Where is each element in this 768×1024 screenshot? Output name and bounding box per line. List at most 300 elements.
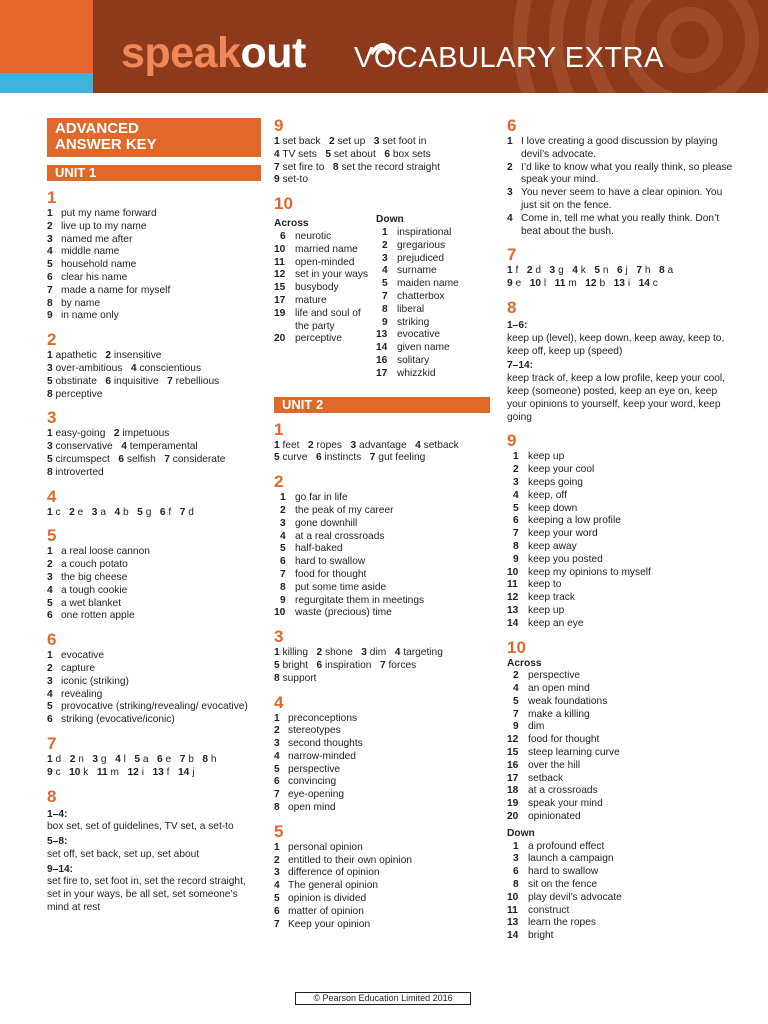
item-number: 17: [274, 294, 286, 306]
item-answer: household name: [61, 259, 137, 271]
item-answer: weak foundations: [528, 695, 608, 707]
item-answer: difference of opinion: [288, 867, 380, 879]
group-answers: keep track of, keep a low profile, keep your cool, keep (someone) posted, keep an eye on, keep your opinions to yourself, keep your word, keep going: [507, 373, 726, 423]
item-answer: by name: [61, 297, 101, 309]
item-answer: the big cheese: [61, 571, 128, 583]
item-answer: set foot in: [382, 136, 427, 147]
u1-ex2-answers: [47, 350, 261, 401]
u2-ex3-answers: [274, 647, 490, 685]
item-answer: keep, off: [528, 489, 567, 501]
item-number: 8: [382, 303, 388, 315]
answer-line: [47, 754, 261, 767]
item-answer: selfish: [126, 453, 156, 465]
item-number: 3: [47, 441, 53, 453]
column-3: [507, 116, 733, 943]
list-item: [274, 764, 490, 777]
item-number: 14: [178, 766, 190, 778]
item-number: 1: [47, 650, 53, 662]
answer-line: [274, 174, 490, 187]
item-number: 3: [274, 867, 280, 879]
list-item: [507, 464, 733, 477]
item-number: 1: [507, 136, 513, 147]
item-answer: advantage: [359, 439, 407, 451]
item-answer: striking (evocative/iconic): [61, 714, 175, 726]
u2-ex7-number: 7: [507, 245, 517, 265]
answer-line: [274, 673, 490, 686]
item-number: 4: [121, 441, 127, 453]
item-number: 8: [47, 297, 53, 309]
item-answer: insensitive: [113, 350, 162, 362]
item-number: 11: [554, 278, 566, 290]
item-answer: set fire to: [282, 161, 325, 173]
item-answer: j: [192, 766, 195, 778]
column-2: [274, 116, 490, 931]
item-number: 7: [274, 161, 280, 173]
item-answer: inquisitive: [113, 375, 159, 387]
item-number: 6: [280, 230, 286, 242]
item-number: 10: [507, 891, 519, 903]
item-answer: mature: [295, 294, 327, 306]
u1-ex5-answers: [47, 546, 261, 623]
u2-ex9-answers: [507, 451, 733, 630]
item-answer: married name: [295, 243, 358, 255]
item-answer: second thoughts: [288, 738, 363, 750]
u2-ex4-number: 4: [274, 692, 284, 712]
list-item: [47, 221, 261, 234]
item-number: 3: [47, 571, 53, 583]
page-title: VOCABULARY EXTRA: [354, 42, 664, 74]
item-number: 12: [507, 592, 519, 604]
item-number: 6: [274, 776, 280, 788]
item-answer: I’d like to know what you really think, so please speak your mind.: [521, 161, 733, 186]
item-number: 9: [507, 278, 513, 290]
u1-ex7-number: 7: [47, 733, 57, 753]
list-item: [507, 879, 733, 892]
item-number: 5: [47, 259, 53, 271]
list-item: [274, 919, 490, 932]
item-number: 4: [415, 439, 421, 451]
item-number: 1: [507, 265, 513, 277]
item-number: 7: [274, 789, 280, 801]
item-answer: f: [515, 265, 519, 277]
item-number: 6: [47, 271, 53, 283]
unit2-heading: UNIT 2: [274, 397, 490, 413]
item-number: 3: [513, 476, 519, 488]
item-answer: provocative (striking/revealing/ evocative): [61, 701, 248, 713]
item-number: 2: [513, 464, 519, 476]
item-answer: i: [141, 766, 144, 778]
item-number: 3: [350, 439, 357, 451]
list-item: [507, 892, 733, 905]
item-answer: m: [110, 766, 120, 778]
item-number: 4: [280, 530, 286, 542]
list-item: [507, 734, 733, 747]
list-item: [274, 295, 374, 308]
item-answer: set back: [282, 136, 321, 147]
list-item: [274, 789, 490, 802]
item-number: 10: [529, 278, 542, 290]
list-item: [47, 714, 261, 727]
list-item: [274, 738, 490, 751]
item-answer: keep my opinions to myself: [528, 566, 651, 578]
list-item: [47, 246, 261, 259]
item-answer: whizzkid: [397, 367, 436, 379]
item-answer: d: [188, 506, 194, 518]
item-number: 13: [613, 278, 625, 290]
item-answer: play devil’s advocate: [528, 891, 622, 903]
item-number: 7: [513, 708, 519, 720]
u2-ex9-number: 9: [507, 431, 517, 451]
list-item: [507, 515, 733, 528]
item-answer: at a crossroads: [528, 785, 598, 797]
item-answer: dim: [369, 647, 387, 659]
item-answer: h: [210, 753, 217, 765]
item-number: 2: [69, 506, 75, 518]
list-item: [47, 572, 261, 585]
item-number: 2: [526, 265, 533, 277]
list-item: [376, 227, 490, 240]
item-number: 7: [167, 375, 173, 387]
item-answer: b: [599, 278, 606, 290]
item-answer: keep track: [528, 592, 575, 604]
item-answer: c: [55, 766, 61, 778]
u1-ex3-number: 3: [47, 408, 57, 428]
item-answer: middle name: [61, 246, 120, 258]
item-answer: forces: [388, 659, 417, 671]
item-answer: temperamental: [129, 441, 198, 453]
item-answer: d: [55, 753, 62, 765]
item-number: 3: [280, 517, 286, 529]
item-answer: setback: [528, 772, 564, 784]
item-answer: circumspect: [55, 453, 110, 465]
item-answer: named me after: [61, 233, 133, 245]
item-answer: preconceptions: [288, 712, 358, 724]
list-item: [507, 683, 733, 696]
item-number: 13: [376, 329, 388, 341]
item-number: 4: [513, 489, 519, 501]
item-answer: in name only: [61, 310, 119, 322]
unit1-heading: UNIT 1: [47, 165, 261, 181]
item-answer: solitary: [397, 354, 430, 366]
item-number: 9: [47, 766, 53, 778]
item-answer: make a killing: [528, 708, 590, 720]
item-answer: iconic (striking): [61, 675, 129, 687]
list-item: [507, 811, 733, 824]
list-item: [507, 798, 733, 811]
item-answer: personal opinion: [288, 841, 363, 853]
item-answer: made a name for myself: [61, 284, 171, 296]
item-number: 5: [274, 659, 280, 671]
answer-key-title-line2: ANSWER KEY: [55, 136, 157, 153]
item-number: 7: [379, 659, 386, 671]
item-answer: opinion is divided: [288, 893, 367, 905]
copyright-footer: © Pearson Education Limited 2016: [295, 992, 471, 1005]
down-heading: Down: [376, 214, 404, 226]
list-item: [274, 231, 374, 244]
item-number: 5: [47, 375, 53, 387]
answer-line: [47, 376, 261, 389]
item-answer: obstinate: [55, 375, 97, 387]
item-answer: n: [602, 265, 609, 277]
list-item: [507, 162, 733, 188]
item-answer: n: [78, 753, 84, 765]
list-item: [507, 618, 733, 631]
answer-line: [274, 452, 490, 465]
item-number: 3: [274, 738, 280, 750]
list-item: [507, 747, 733, 760]
item-number: 16: [507, 759, 519, 771]
list-item: [274, 595, 490, 608]
item-number: 1: [274, 647, 280, 659]
u2-ex3-number: 3: [274, 627, 284, 647]
item-answer: g: [145, 506, 152, 518]
item-number: 11: [274, 256, 285, 268]
list-item: [47, 298, 261, 311]
list-item: [274, 569, 490, 582]
list-item: [507, 605, 733, 618]
list-item: [47, 310, 261, 323]
u1-ex10-number: 10: [274, 194, 293, 214]
list-item: [274, 257, 374, 270]
answer-line: [274, 440, 490, 453]
list-item: [47, 285, 261, 298]
brand-logo: [121, 28, 306, 78]
item-number: 17: [507, 772, 519, 784]
u2-ex6-number: 6: [507, 116, 517, 135]
group-label: 7–14:: [507, 360, 534, 372]
u1-ex10-across-list: [274, 231, 374, 346]
item-number: 3: [47, 675, 53, 687]
item-answer: c: [652, 278, 658, 290]
list-item: [507, 785, 733, 798]
item-number: 7: [369, 452, 376, 464]
group-label: 1–4:: [47, 808, 68, 820]
item-answer: bright: [528, 930, 554, 942]
item-number: 7: [513, 528, 519, 540]
item-number: 15: [507, 747, 519, 759]
item-answer: waste (precious) time: [295, 607, 392, 619]
item-number: 20: [274, 333, 286, 345]
item-number: 13: [152, 766, 164, 778]
list-item: [507, 670, 733, 683]
item-answer: perspective: [528, 670, 581, 682]
list-item: [274, 842, 490, 855]
item-answer: set up: [337, 136, 366, 147]
list-item: [274, 505, 490, 518]
item-number: 7: [280, 568, 286, 580]
list-item: [274, 802, 490, 815]
item-answer: You never seem to have a clear opinion. You just sit on the fence.: [521, 187, 723, 211]
item-answer: learn the ropes: [528, 917, 596, 929]
u1-ex4-answers: [47, 507, 261, 520]
item-number: 1: [47, 546, 53, 558]
item-number: 3: [382, 252, 388, 264]
item-answer: set about: [333, 148, 376, 160]
page-header: [0, 0, 768, 93]
list-item: [274, 582, 490, 595]
answer-line: [47, 441, 261, 454]
list-item: [376, 329, 490, 342]
item-answer: keep to: [528, 579, 562, 591]
item-answer: keep down: [528, 502, 578, 514]
list-item: [376, 240, 490, 253]
item-number: 14: [507, 617, 519, 629]
item-number: 4: [47, 246, 53, 258]
item-number: 4: [513, 683, 519, 695]
list-item: [376, 317, 490, 330]
item-answer: g: [558, 265, 564, 277]
list-item: [274, 244, 374, 257]
group-label: 1–6:: [507, 319, 528, 331]
list-item: [274, 855, 490, 868]
item-answer: maiden name: [397, 278, 459, 290]
item-number: 8: [274, 802, 280, 814]
list-item: [507, 579, 733, 592]
list-item: [47, 208, 261, 221]
item-number: 9: [513, 721, 519, 733]
item-number: 5: [513, 502, 519, 514]
item-answer: a couch potato: [61, 559, 128, 571]
item-answer: food for thought: [295, 568, 367, 580]
item-answer: keep you posted: [528, 553, 603, 565]
u1-ex1-number: 1: [47, 188, 57, 207]
item-number: 4: [115, 753, 121, 765]
item-number: 8: [332, 161, 339, 173]
item-number: 2: [47, 662, 53, 674]
item-answer: I love creating a good discussion by playing devil’s advocate.: [521, 136, 718, 160]
item-answer: targeting: [403, 647, 443, 659]
item-answer: an open mind: [528, 683, 590, 695]
item-answer: l: [123, 753, 126, 765]
u1-ex6-number: 6: [47, 630, 57, 650]
list-item: [47, 650, 261, 663]
list-item: [507, 721, 733, 734]
list-item: [47, 701, 261, 714]
item-number: 9: [513, 553, 519, 565]
answer-line: [47, 350, 261, 363]
item-answer: perspective: [288, 763, 341, 775]
item-answer: e: [77, 506, 84, 518]
item-number: 10: [274, 607, 286, 619]
item-number: 3: [513, 853, 519, 865]
item-number: 2: [382, 239, 388, 251]
u1-ex3-answers: [47, 428, 261, 479]
item-answer: keep up: [528, 604, 565, 616]
item-number: 7: [47, 284, 53, 296]
item-number: 10: [274, 243, 286, 255]
item-answer: box sets: [392, 148, 431, 160]
list-item: [47, 259, 261, 272]
answer-line: [47, 507, 261, 520]
list-item: [376, 265, 490, 278]
answer-line: [274, 660, 490, 673]
u2-ex8-answers: [507, 320, 733, 424]
u1-ex8-number: 8: [47, 786, 57, 806]
item-number: 5: [134, 753, 141, 765]
list-item: [507, 554, 733, 567]
item-number: 1: [382, 226, 388, 238]
list-item: [376, 253, 490, 266]
item-number: 4: [274, 880, 280, 892]
item-number: 1: [47, 208, 53, 219]
item-number: 4: [130, 362, 137, 374]
item-number: 6: [47, 714, 53, 726]
u1-ex5-number: 5: [47, 526, 57, 546]
item-number: 19: [507, 798, 519, 810]
answer-key-title: [47, 118, 261, 157]
list-item: [274, 543, 490, 556]
list-item: [507, 773, 733, 786]
item-number: 14: [507, 930, 519, 942]
u1-ex4-number: 4: [47, 486, 57, 506]
answer-line: [47, 467, 261, 480]
u2-ex5-number: 5: [274, 821, 284, 841]
item-answer: liberal: [397, 303, 425, 315]
list-item: [507, 451, 733, 464]
answer-line: [274, 149, 490, 162]
list-item: [47, 676, 261, 689]
item-answer: rebellious: [175, 375, 220, 387]
item-answer: a: [100, 506, 106, 518]
item-answer: keeps going: [528, 476, 583, 488]
item-number: 2: [47, 220, 53, 232]
item-answer: conscientious: [139, 362, 202, 374]
item-answer: ropes: [316, 439, 343, 451]
item-answer: matter of opinion: [288, 905, 364, 917]
answer-line: [274, 647, 490, 660]
item-answer: gut feeling: [378, 452, 426, 464]
item-answer: surname: [397, 265, 437, 277]
item-number: 6: [316, 659, 323, 671]
item-number: 5: [274, 893, 280, 905]
item-answer: set-to: [282, 174, 308, 186]
group-answers: set fire to, set foot in, set the record straight, set in your ways, be all set, set someone’s mind at rest: [47, 876, 246, 914]
u1-ex6-answers: [47, 650, 261, 727]
list-item: [274, 333, 374, 346]
item-answer: feet: [282, 439, 300, 451]
item-number: 8: [202, 753, 209, 765]
item-answer: e: [165, 753, 172, 765]
item-number: 6: [513, 515, 519, 527]
item-number: 2: [274, 854, 280, 866]
u2-ex1-answers: [274, 440, 490, 466]
item-answer: gregarious: [397, 239, 446, 251]
item-number: 1: [47, 428, 53, 440]
brand-part1: speak: [121, 29, 241, 77]
item-answer: apathetic: [55, 350, 97, 362]
item-answer: steep learning curve: [528, 747, 620, 759]
item-answer: l: [543, 278, 547, 290]
item-number: 4: [394, 647, 401, 659]
item-number: 17: [376, 367, 388, 379]
u1-ex7-answers: [47, 754, 261, 780]
item-answer: convincing: [288, 776, 337, 788]
list-item: [274, 518, 490, 531]
item-answer: eye-opening: [288, 789, 345, 801]
item-number: 3: [47, 233, 53, 245]
item-answer: j: [625, 265, 628, 277]
item-answer: evocative: [397, 329, 441, 341]
list-item: [274, 776, 490, 789]
list-item: [274, 556, 490, 569]
item-number: 8: [280, 581, 286, 593]
item-answer: Keep your opinion: [288, 918, 371, 930]
item-number: 6: [315, 452, 322, 464]
item-answer: speak your mind: [528, 798, 603, 810]
item-number: 6: [47, 610, 53, 622]
list-item: [507, 528, 733, 541]
item-answer: instincts: [324, 452, 362, 464]
